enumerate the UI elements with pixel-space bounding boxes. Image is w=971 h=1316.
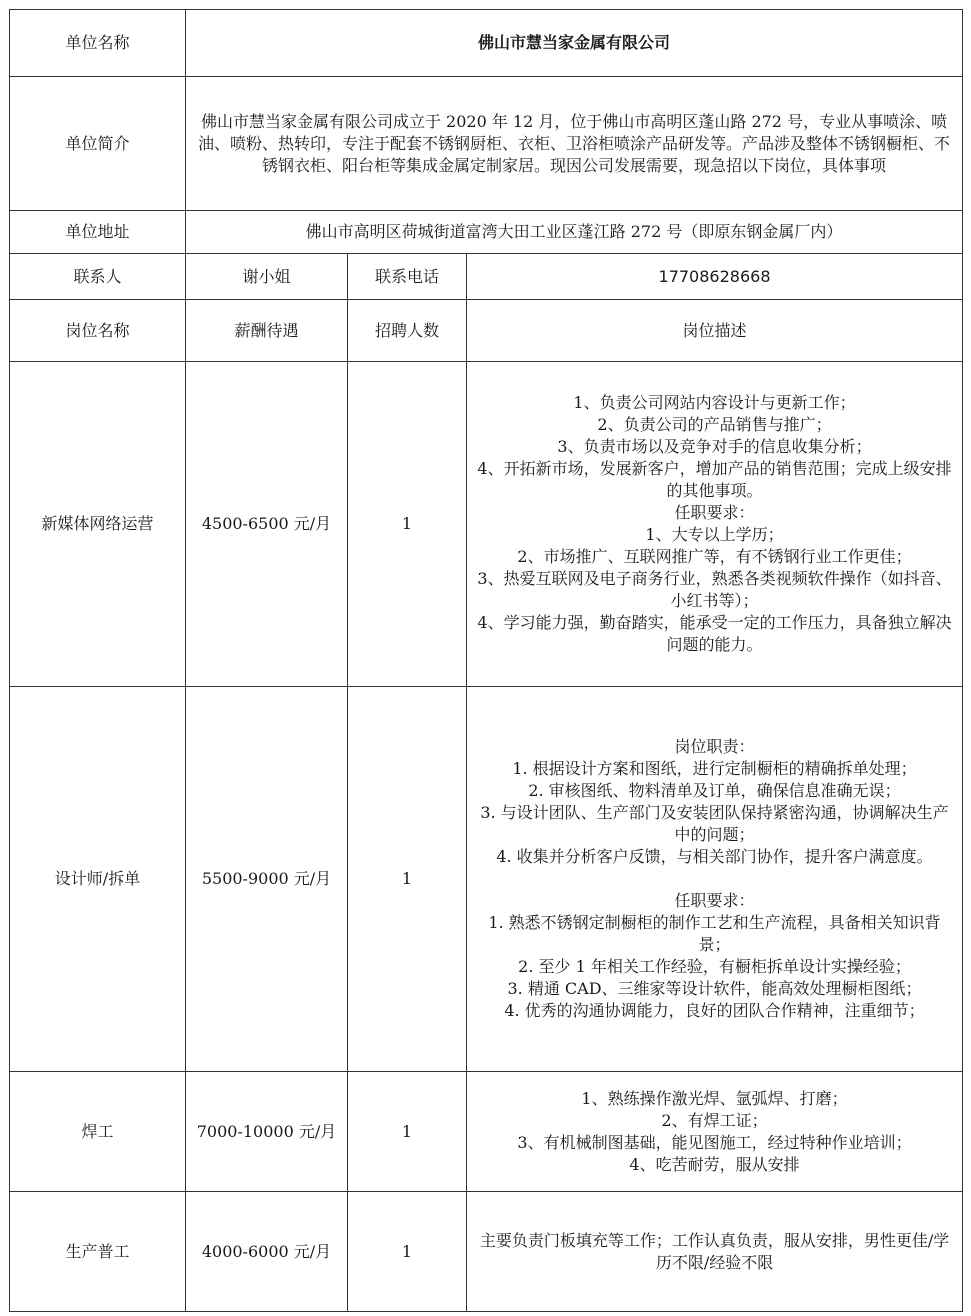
unit-name-label: 单位名称 <box>10 10 186 77</box>
job-description <box>467 362 963 687</box>
description-line <box>473 868 956 890</box>
description-line: 岗位职责： <box>674 737 755 756</box>
description-line: 1. 熟悉不锈钢定制橱柜的制作工艺和生产流程，具备相关知识背景； <box>488 913 941 954</box>
job-count: 1 <box>348 362 467 687</box>
unit-intro-label: 单位简介 <box>10 77 186 211</box>
job-row <box>10 687 963 1072</box>
description-line: 任职要求： <box>674 503 755 522</box>
unit-address-value: 佛山市高明区荷城街道富湾大田工业区蓬江路 272 号（即原东钢金属厂内） <box>186 211 963 254</box>
job-salary: 7000-10000 元/月 <box>186 1072 348 1192</box>
job-row <box>10 1192 963 1312</box>
job-position: 新媒体网络运营 <box>10 362 186 687</box>
unit-name-value: 佛山市慧当家金属有限公司 <box>186 10 963 77</box>
recruitment-table <box>9 9 963 1312</box>
column-header-description: 岗位描述 <box>467 300 963 362</box>
job-count: 1 <box>348 687 467 1072</box>
job-position: 焊工 <box>10 1072 186 1192</box>
description-line: 4、学习能力强，勤奋踏实，能承受一定的工作压力，具备独立解决问题的能力。 <box>477 613 952 654</box>
description-line: 1、熟练操作激光焊、氩弧焊、打磨； <box>581 1088 848 1108</box>
description-line: 1、大专以上学历； <box>645 525 784 544</box>
contact-label: 联系人 <box>10 254 186 300</box>
job-salary: 4000-6000 元/月 <box>186 1192 348 1312</box>
description-line: 2、负责公司的产品销售与推广； <box>597 415 832 434</box>
description-line: 3、有机械制图基础，能见图施工，经过特种作业培训； <box>517 1132 912 1152</box>
description-line: 任职要求： <box>674 891 755 910</box>
description-line: 3. 与设计团队、生产部门及安装团队保持紧密沟通，协调解决生产中的问题； <box>480 803 949 844</box>
description-line: 4. 收集并分析客户反馈，与相关部门协作，提升客户满意度。 <box>496 847 933 866</box>
job-position: 生产普工 <box>10 1192 186 1312</box>
column-header-count: 招聘人数 <box>348 300 467 362</box>
row-unit-address <box>10 211 963 254</box>
row-column-headers <box>10 300 963 362</box>
description-line: 1. 根据设计方案和图纸，进行定制橱柜的精确拆单处理； <box>512 759 917 778</box>
row-unit-intro <box>10 77 963 211</box>
job-row <box>10 1072 963 1192</box>
description-line: 2、有焊工证； <box>661 1110 768 1130</box>
column-header-position: 岗位名称 <box>10 300 186 362</box>
unit-address-label: 单位地址 <box>10 211 186 254</box>
description-line: 2. 至少 1 年相关工作经验，有橱柜拆单设计实操经验； <box>518 957 911 976</box>
description-line: 主要负责门板填充等工作；工作认真负责，服从安排，男性更佳/学历不限/经验不限 <box>479 1230 950 1272</box>
phone-value: 17708628668 <box>467 254 963 300</box>
job-count: 1 <box>348 1072 467 1192</box>
description-line: 3、热爱互联网及电子商务行业，熟悉各类视频软件操作（如抖音、小红书等）； <box>477 569 952 610</box>
phone-label: 联系电话 <box>348 254 467 300</box>
contact-value: 谢小姐 <box>186 254 348 300</box>
job-salary: 4500-6500 元/月 <box>186 362 348 687</box>
column-header-salary: 薪酬待遇 <box>186 300 348 362</box>
description-line: 1、负责公司网站内容设计与更新工作； <box>573 393 856 412</box>
description-line: 4、吃苦耐劳，服从安排 <box>629 1154 800 1174</box>
description-line: 3. 精通 CAD、三维家等设计软件，能高效处理橱柜图纸； <box>507 979 922 998</box>
job-row <box>10 362 963 687</box>
job-count: 1 <box>348 1192 467 1312</box>
description-line: 2. 审核图纸、物料清单及订单，确保信息准确无误； <box>528 781 901 800</box>
description-line: 4、开拓新市场，发展新客户，增加产品的销售范围；完成上级安排的其他事项。 <box>477 459 952 500</box>
description-line: 3、负责市场以及竞争对手的信息收集分析； <box>557 437 872 456</box>
row-unit-name <box>10 10 963 77</box>
job-description <box>467 1072 963 1192</box>
job-description <box>467 687 963 1072</box>
unit-intro-value: 佛山市慧当家金属有限公司成立于 2020 年 12 月，位于佛山市高明区蓬山路 272 号，专业从事喷涂、喷油、喷粉、热转印，专注于配套不锈钢厨柜、衣柜、卫浴柜喷涂产品研发等。产品涉及整体不锈钢橱柜、不锈钢衣柜、阳台柜等集成金属定制家居。现因公司发展需要，现急招以下岗位，具体事项 <box>186 77 963 211</box>
row-contact <box>10 254 963 300</box>
description-line: 4. 优秀的沟通协调能力，良好的团队合作精神，注重细节； <box>504 1001 925 1020</box>
job-position: 设计师/拆单 <box>10 687 186 1072</box>
description-line: 2、市场推广、互联网推广等，有不锈钢行业工作更佳； <box>517 547 912 566</box>
job-salary: 5500-9000 元/月 <box>186 687 348 1072</box>
job-description <box>467 1192 963 1312</box>
